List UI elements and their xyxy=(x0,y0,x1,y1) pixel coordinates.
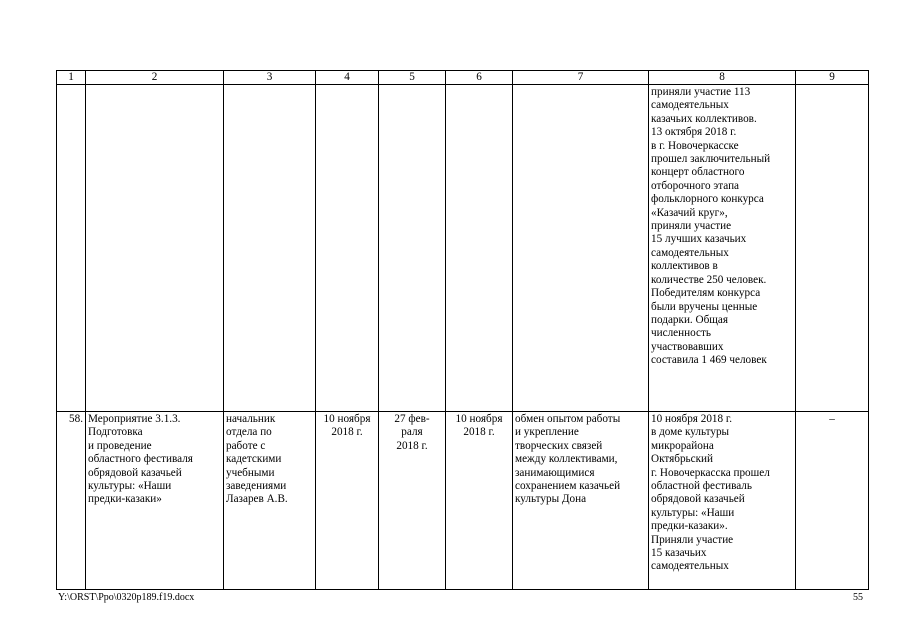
col-header: 1 xyxy=(57,71,86,85)
actual-date-cell: 10 ноября 2018 г. xyxy=(446,412,513,590)
empty-cell xyxy=(796,85,869,412)
responsible-cell: начальник отдела по работе с кадетскими учебными заведениями Лазарев А.В. xyxy=(224,412,316,590)
empty-cell xyxy=(86,85,224,412)
empty-cell xyxy=(224,85,316,412)
note-cell: – xyxy=(796,412,869,590)
column-number-row xyxy=(57,71,869,85)
col-header: 7 xyxy=(513,71,649,85)
col-header: 3 xyxy=(224,71,316,85)
deadline-cell: 27 фев- раля 2018 г. xyxy=(379,412,446,590)
expected-result-cell: обмен опытом работы и укрепление творческих связей между коллективами, занимающимися сохранением казачьей культуры Дона xyxy=(513,412,649,590)
continuation-row xyxy=(57,85,869,412)
page-number: 55 xyxy=(853,592,863,603)
planned-date-cell: 10 ноября 2018 г. xyxy=(316,412,379,590)
file-path-footer: Y:\ORST\Ppo\0320p189.f19.docx xyxy=(58,592,195,603)
empty-cell xyxy=(316,85,379,412)
actual-result-cell: 10 ноября 2018 г. в доме культуры микрорайона Октябрьский г. Новочеркасска прошел областной фестиваль обрядовой казачьей культуры: «Наши предки-казаки». Приняли участие 15 казачьих самодеятельных xyxy=(649,412,796,590)
event-name-cell: Мероприятие 3.1.3. Подготовка и проведение областного фестиваля обрядовой казачьей культуры: «Наши предки-казаки» xyxy=(86,412,224,590)
col-header: 6 xyxy=(446,71,513,85)
col-header: 2 xyxy=(86,71,224,85)
empty-cell xyxy=(513,85,649,412)
col-header: 4 xyxy=(316,71,379,85)
empty-cell xyxy=(379,85,446,412)
actual-result-cell: приняли участие 113 самодеятельных казачьих коллективов. 13 октября 2018 г. в г. Новочеркасске прошел заключительный концерт областного отборочного этапа фольклорного конкурса «Казачий круг», приняли участие 15 лучших казачьих самодеятельных коллективов в количестве 250 человек. Победителям конкурса были вручены ценные подарки. Общая численность участвовавших составила 1 469 человек xyxy=(649,85,796,412)
col-header: 5 xyxy=(379,71,446,85)
col-header: 9 xyxy=(796,71,869,85)
table-row-58 xyxy=(57,412,869,590)
empty-cell xyxy=(57,85,86,412)
report-table xyxy=(56,70,869,590)
empty-cell xyxy=(446,85,513,412)
col-header: 8 xyxy=(649,71,796,85)
row-number: 58. xyxy=(57,412,86,590)
